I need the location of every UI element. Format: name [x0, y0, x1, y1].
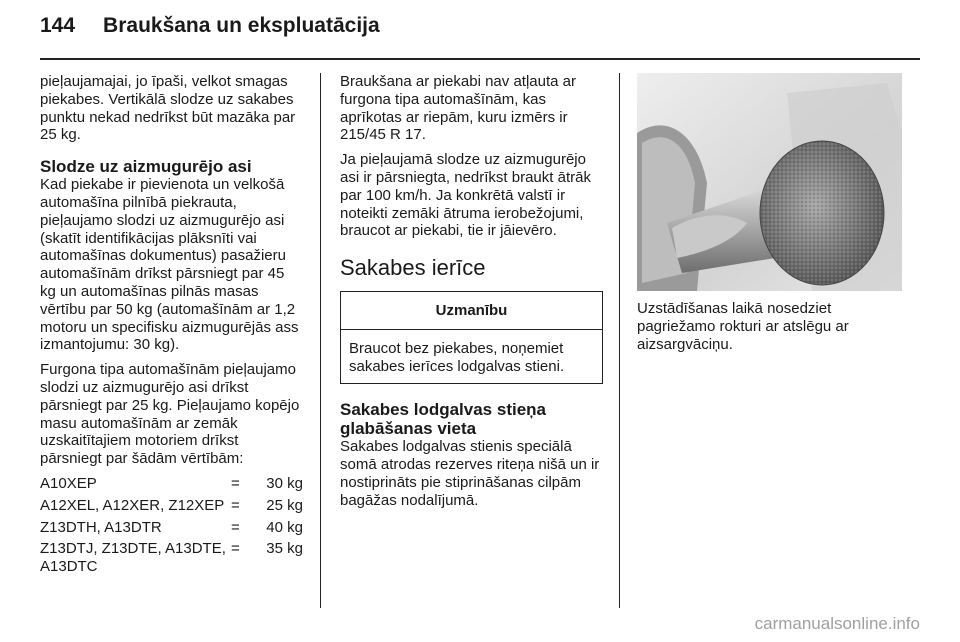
- table-row: [40, 540, 303, 576]
- table-row: [40, 497, 303, 519]
- caution-title: Uzmanību: [341, 292, 602, 330]
- paragraph: Sakabes lodgalvas stienis speciālā somā atrodas rezerves riteņa nišā un ir nostiprināts pie stiprināšanas cilpām bagāžas nodalījumā.: [340, 438, 600, 509]
- section-heading-rear-axle: Slodze uz aizmugurējo asi: [40, 157, 252, 177]
- table-row: [40, 519, 303, 541]
- equals-sign: =: [231, 518, 240, 536]
- figure-caption: Uzstādīšanas laikā nosedziet pagriežamo rokturi ar atslēgu ar aizsargvāciņu.: [637, 300, 849, 353]
- caution-body: Braucot bez piekabes, noņemiet sakabes ierīces lodgalvas stieni.: [349, 339, 565, 375]
- towbar-illustration: [637, 73, 902, 291]
- paragraph: Furgona tipa automašīnām pieļaujamo slodzi uz aizmugurējo asi drīkst pārsniegt par 25 kg. Pieļaujamo kopējo masu automašīnām ar zemāk uzskaitītajiem motoriem drīkst pārsniegt par šādām vērtībām:: [40, 361, 300, 468]
- table-row: [40, 475, 303, 497]
- engine-value: 35 kg: [266, 540, 303, 558]
- engine-value: 25 kg: [266, 496, 303, 514]
- equals-sign: =: [231, 540, 240, 558]
- watermark: carmanualsonline.info: [754, 614, 920, 633]
- paragraph: Kad piekabe ir pievienota un velkošā automašīna pilnībā piekrauta, pieļaujamo slodzi uz aizmugurējo asi (skatīt identifikācijas plāksnīti vai automašīnas dokumentus) pasažieru automašīnām drīkst pārsniegt par 45 kg un automašīnas pilnās masas vērtību par 50 kg (automašīnām ar 1,2 motoru un specifisku aizmugurējās ass izmantojumu: 30 kg).: [40, 176, 299, 354]
- section-heading-towing-device: Sakabes ierīce: [340, 255, 486, 281]
- engine-name: A10XEP: [40, 474, 97, 492]
- column-middle: [340, 73, 603, 517]
- column-divider-2: [619, 73, 620, 608]
- column-left: [40, 73, 303, 576]
- paragraph: Braukšana ar piekabi nav atļauta ar furgona tipa automašīnām, kas aprīkotas ar riepām, kuru izmērs ir 215/45 R 17.: [340, 73, 576, 144]
- caution-box: [340, 291, 603, 384]
- header-rule: [40, 58, 920, 60]
- engine-name: Z13DTJ, Z13DTE, A13DTE, A13DTC: [40, 540, 226, 576]
- engine-value: 40 kg: [266, 518, 303, 536]
- engine-value: 30 kg: [266, 474, 303, 492]
- engine-table: [40, 475, 303, 576]
- paragraph: pieļaujamajai, jo īpaši, velkot smagas piekabes. Vertikālā slodze uz sakabes punktu nekad nedrīkst būt mazāka par 25 kg.: [40, 73, 296, 144]
- engine-name: Z13DTH, A13DTR: [40, 518, 162, 536]
- paragraph: Ja pieļaujamā slodze uz aizmugurējo asi ir pārsniegta, nedrīkst braukt ātrāk par 100 km/h. Ja konkrētā valstī ir noteikti zemāki ātruma ierobežojumi, braucot ar piekabi, tie ir jāievēro.: [340, 151, 591, 240]
- equals-sign: =: [231, 496, 240, 514]
- section-heading-storage: Sakabes lodgalvas stieņa glabāšanas vieta: [340, 400, 546, 439]
- page-number: 144: [40, 14, 76, 37]
- equals-sign: =: [231, 474, 240, 492]
- column-divider-1: [320, 73, 321, 608]
- towbar-image: [637, 73, 902, 291]
- page-header: [40, 14, 380, 38]
- column-right: [637, 73, 902, 360]
- engine-name: A12XEL, A12XER, Z12XEP: [40, 496, 225, 514]
- page-title: Braukšana un ekspluatācija: [103, 14, 380, 37]
